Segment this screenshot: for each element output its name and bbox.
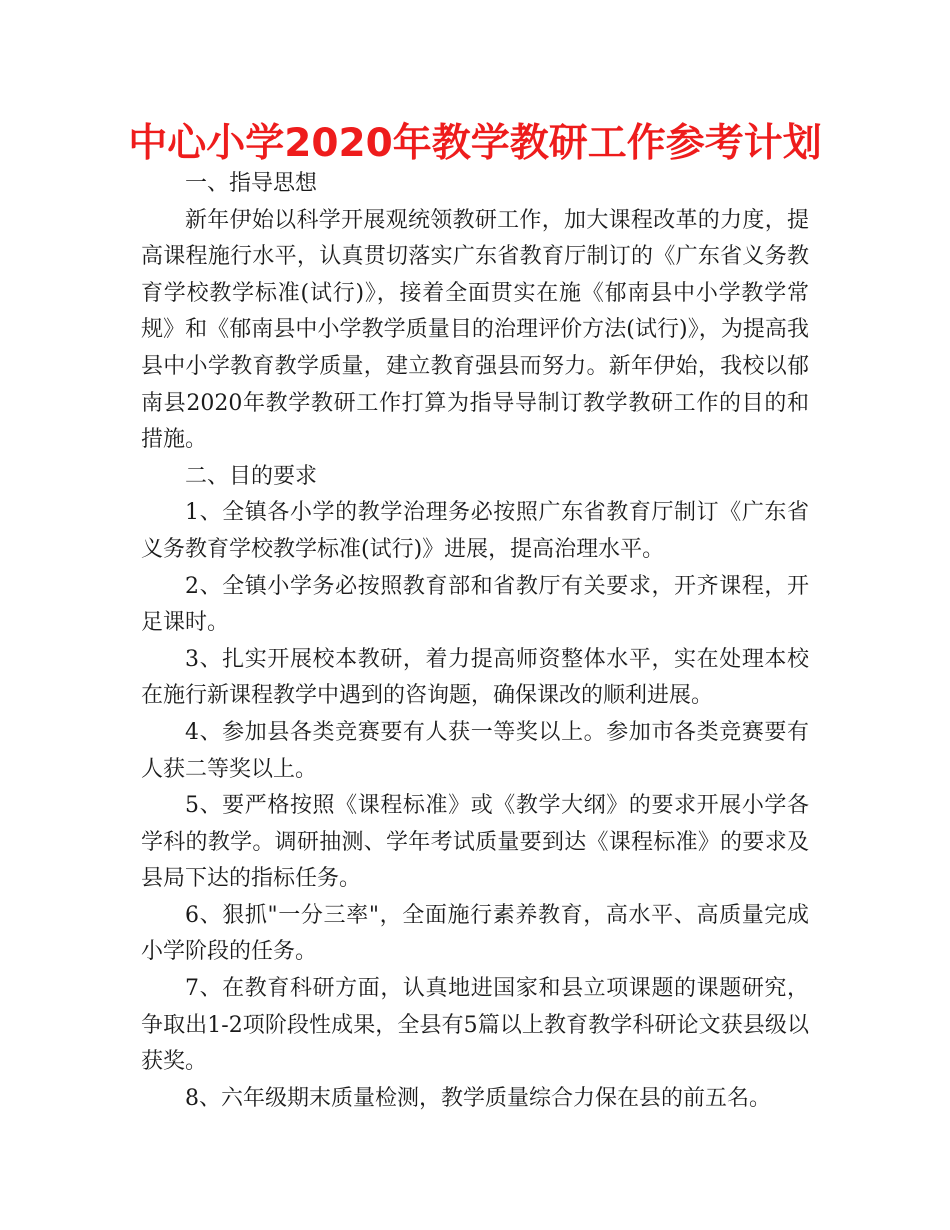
- list-item: 8、六年级期末质量检测，教学质量综合力保在县的前五名。: [185, 1085, 771, 1111]
- document-title: 中心小学2020年教学教研工作参考计划: [128, 121, 822, 166]
- list-item: 1、全镇各小学的教学治理务必按照广东省教育厅制订《广东省义务教育学校教学标准(试行)》进展，提高治理水平。: [141, 500, 809, 562]
- list-item: 5、要严格按照《课程标准》或《教学大纲》的要求开展小学各学科的教学。调研抽测、学年考试质量要到达《课程标准》的要求及县局下达的指标任务。: [141, 793, 809, 892]
- section-heading: 一、指导思想: [185, 171, 318, 196]
- list-item: 7、在教育科研方面，认真地进国家和县立项课题的课题研究，争取出1-2项阶段性成果，全县有5篇以上教育教学科研论文获县级以获奖。: [141, 976, 809, 1075]
- list-item: 2、全镇小学务必按照教育部和省教厅有关要求，开齐课程，开足课时。: [141, 573, 809, 636]
- section-heading: 二、目的要求: [185, 463, 318, 489]
- list-item: 3、扎实开展校本教研，着力提高师资整体水平，实在处理本校在施行新课程教学中遇到的咨询题，确保课改的顺利进展。: [141, 646, 809, 709]
- paragraph: 新年伊始以科学开展观统领教研工作，加大课程改革的力度，提高课程施行水平，认真贯切落实广东省教育厅制订的《广东省义务教育学校教学标准(试行)》，接着全面贯实在施《郁南县中小学教学常规》和《郁南县中小学教学质量目的治理评价方法(试行)》，为提高我县中小学教育教学质量，建立教育强县而努力。新年伊始，我校以郁南县2020年教学教研工作打算为指导导制订教学教研工作的目的和措施。: [141, 207, 809, 453]
- list-item: 6、狠抓"一分三率"，全面施行素养教育，高水平、高质量完成小学阶段的任务。: [141, 902, 809, 965]
- list-item: 4、参加县各类竞赛要有人获一等奖以上。参加市各类竞赛要有人获二等奖以上。: [141, 719, 809, 782]
- document-body: [141, 166, 809, 1117]
